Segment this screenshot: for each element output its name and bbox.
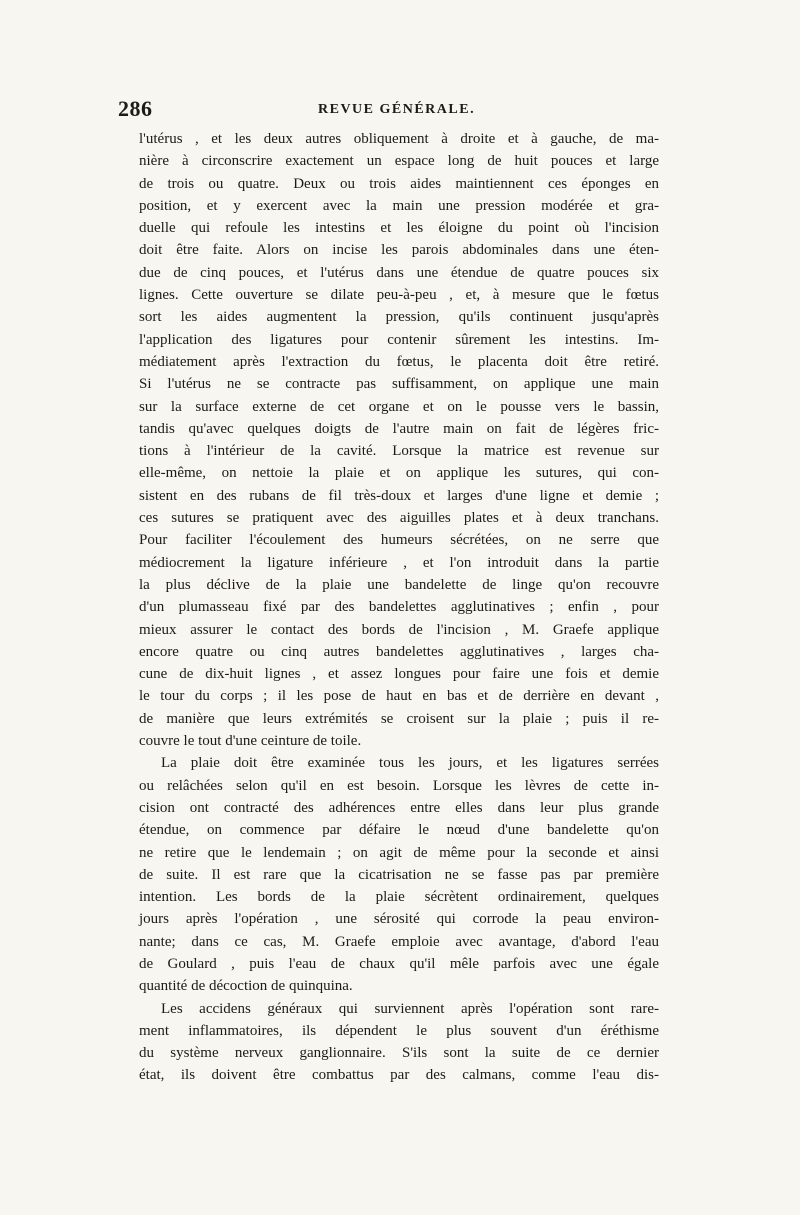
text-line: due de cinq pouces, et l'utérus dans une étendue de quatre pouces six (139, 264, 659, 281)
text-line: la plus déclive de la plaie une bandelette de linge qu'on recouvre (139, 576, 659, 593)
text-line: cision ont contracté des adhérences entre elles dans leur plus grande (139, 799, 659, 816)
body-text (139, 128, 659, 1087)
text-line: mieux assurer le contact des bords de l'incision , M. Graefe applique (139, 621, 659, 638)
text-line: l'utérus , et les deux autres obliquement à droite et à gauche, de ma- (139, 131, 659, 147)
text-line: Pour faciliter l'écoulement des humeurs sécrétées, on ne serre que (139, 532, 659, 549)
text-line: ces sutures se pratiquent avec des aiguilles plates et à deux tranchans. (139, 510, 659, 527)
text-line: du système nerveux ganglionnaire. S'ils sont la suite de ce dernier (139, 1045, 659, 1062)
text-line: nante; dans ce cas, M. Graefe emploie avec avantage, d'abord l'eau (139, 933, 659, 950)
text-line: ment inflammatoires, ils dépendent le plus souvent d'un éréthisme (139, 1022, 659, 1039)
text-line: duelle qui refoule les intestins et les éloigne du point où l'incision (139, 220, 659, 237)
text-line: lignes. Cette ouverture se dilate peu-à-peu , et, à mesure que le fœtus (139, 287, 659, 304)
text-line: quantité de décoction de quinquina. (139, 978, 353, 995)
text-line: sort les aides augmentent la pression, qu'ils continuent jusqu'après (139, 309, 659, 326)
text-line: cune de dix-huit lignes , et assez longues pour faire une fois et demie (139, 666, 659, 683)
text-line: de suite. Il est rare que la cicatrisation ne se fasse pas par première (139, 866, 659, 883)
running-head: REVUE GÉNÉRALE. (318, 102, 476, 117)
text-line: le tour du corps ; il les pose de haut en bas et de derrière en devant , (139, 688, 659, 705)
text-line: nière à circonscrire exactement un espace long de huit pouces et large (139, 153, 659, 170)
text-line: état, ils doivent être combattus par des calmans, comme l'eau dis- (139, 1067, 659, 1084)
page-header (118, 96, 658, 126)
text-line: Si l'utérus ne se contracte pas suffisamment, on applique une main (139, 376, 659, 393)
text-line: tions à l'intérieur de la cavité. Lorsque la matrice est revenue sur (139, 443, 659, 460)
text-line: sistent en des rubans de fil très-doux et larges d'une ligne et demie ; (139, 487, 659, 504)
text-line: sur la surface externe de cet organe et on le pousse vers le bassin, (139, 398, 659, 415)
text-line: Les accidens généraux qui surviennent après l'opération sont rare- (161, 1000, 659, 1017)
text-line: médiocrement la ligature inférieure , et l'on introduit dans la partie (139, 554, 659, 571)
text-line: tandis qu'avec quelques doigts de l'autre main on fait de légères fric- (139, 420, 659, 437)
text-line: elle-même, on nettoie la plaie et on applique les sutures, qui con- (139, 465, 659, 482)
text-line: La plaie doit être examinée tous les jours, et les ligatures serrées (161, 755, 659, 772)
text-line: encore quatre ou cinq autres bandelettes agglutinatives , larges cha- (139, 643, 659, 660)
text-line: l'application des ligatures pour contenir sûrement les intestins. Im- (139, 331, 659, 348)
text-line: médiatement après l'extraction du fœtus, le placenta doit être retiré. (139, 353, 659, 370)
text-line: de Goulard , puis l'eau de chaux qu'il mêle parfois avec une égale (139, 955, 659, 972)
text-line: jours après l'opération , une sérosité qui corrode la peau environ- (139, 911, 659, 928)
text-line: intention. Les bords de la plaie sécrètent ordinairement, quelques (139, 889, 659, 906)
text-line: de trois ou quatre. Deux ou trois aides maintiennent ces éponges en (139, 175, 659, 192)
text-line: étendue, on commence par défaire le nœud d'une bandelette qu'on (139, 822, 659, 839)
text-line: ou relâchées selon qu'il en est besoin. Lorsque les lèvres de cette in- (139, 777, 659, 794)
page-number: 286 (118, 96, 153, 121)
text-line: couvre le tout d'une ceinture de toile. (139, 733, 362, 750)
text-line: ne retire que le lendemain ; on agit de même pour la seconde et ainsi (139, 844, 659, 861)
text-line: d'un plumasseau fixé par des bandelettes agglutinatives ; enfin , pour (139, 599, 659, 616)
text-line: position, et y exercent avec la main une pression modérée et gra- (139, 197, 659, 214)
text-line: doit être faite. Alors on incise les parois abdominales dans une éten- (139, 242, 659, 259)
text-line: de manière que leurs extrémités se croisent sur la plaie ; puis il re- (139, 710, 659, 727)
